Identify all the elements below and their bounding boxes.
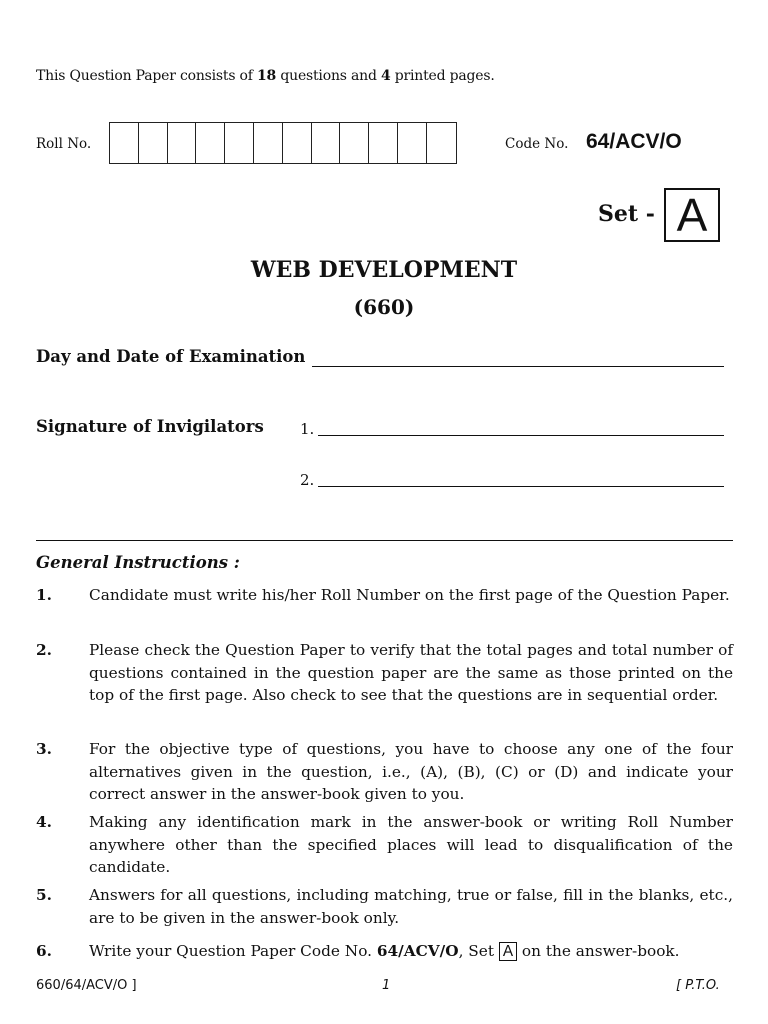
paper-title: WEB DEVELOPMENT: [250, 257, 518, 283]
roll-number-box[interactable]: [369, 123, 398, 163]
roll-number-box[interactable]: [254, 123, 283, 163]
instruction-item: [36, 940, 733, 963]
instruction-item: [36, 811, 733, 879]
instruction-text: Candidate must write his/her Roll Number on the first page of the Question Paper.: [89, 586, 730, 604]
instruction-number: 6.: [36, 942, 52, 960]
instruction-text-part: Write your Question Paper Code No.: [89, 942, 377, 960]
instruction-text: Making any identification mark in the answer-book or writing Roll Number anywhere other than the specified places will lead to disqualification of the candidate.: [89, 813, 733, 876]
section-divider: [36, 540, 733, 541]
instruction-number: 1.: [36, 586, 52, 604]
signature-2-line[interactable]: [318, 486, 724, 487]
exam-date-label: Day and Date of Examination: [36, 347, 306, 366]
footer-code: 660/64/ACV/O ]: [36, 978, 137, 993]
roll-number-box[interactable]: [168, 123, 197, 163]
instruction-number: 3.: [36, 740, 52, 758]
invigilator-signature-label: Signature of Invigilators: [36, 417, 264, 436]
question-count: 18: [257, 68, 277, 84]
instruction-item: [36, 738, 733, 806]
roll-number-box[interactable]: [340, 123, 369, 163]
set-label: Set -: [598, 201, 655, 227]
signature-1-number: 1.: [300, 420, 315, 438]
paper-intro: [36, 68, 495, 84]
intro-middle: questions and: [276, 68, 381, 84]
footer-pto: [ P.T.O.: [676, 978, 720, 993]
subject-code: (660): [353, 295, 415, 319]
set-value-box: A: [664, 188, 720, 242]
instruction-item: [36, 884, 733, 929]
roll-number-boxes[interactable]: [109, 122, 457, 164]
code-label: Code No.: [505, 136, 569, 152]
roll-number-box[interactable]: [139, 123, 168, 163]
roll-number-box[interactable]: [312, 123, 341, 163]
roll-number-box[interactable]: [225, 123, 254, 163]
intro-prefix: This Question Paper consists of: [36, 68, 258, 84]
code-value: 64/ACV/O: [586, 130, 682, 153]
instruction-code: 64/ACV/O: [376, 942, 459, 960]
signature-2-number: 2.: [300, 471, 315, 489]
roll-number-box[interactable]: [398, 123, 427, 163]
instruction-number: 2.: [36, 641, 52, 659]
instruction-set-box: A: [499, 942, 517, 961]
instruction-text: Answers for all questions, including matching, true or false, fill in the blanks, etc., are to be given in the answer-book only.: [89, 886, 733, 927]
instruction-number: 5.: [36, 886, 52, 904]
page-number: 1: [382, 978, 391, 993]
roll-number-box[interactable]: [427, 123, 456, 163]
instruction-text: [89, 940, 733, 963]
instruction-text: Please check the Question Paper to verify that the total pages and total number of questions contained in the question paper are the same as those printed on the top of the first page. Also check to see that the questions are in sequential order.: [89, 641, 733, 704]
roll-number-box[interactable]: [283, 123, 312, 163]
instruction-number: 4.: [36, 813, 52, 831]
instruction-item: [36, 639, 733, 707]
instruction-text: For the objective type of questions, you have to choose any one of the four alternatives given in the question, i.e., (A), (B), (C) or (D) and indicate your correct answer in the answer-book given to you.: [89, 740, 733, 803]
instruction-item: [36, 584, 733, 607]
instruction-text-part: on the answer-book.: [517, 942, 680, 960]
roll-number-box[interactable]: [196, 123, 225, 163]
instruction-text-part: , Set: [458, 942, 499, 960]
exam-date-line[interactable]: [312, 366, 724, 367]
roll-number-label: Roll No.: [36, 136, 92, 152]
signature-1-line[interactable]: [318, 435, 724, 436]
roll-number-box[interactable]: [110, 123, 139, 163]
intro-suffix: printed pages.: [390, 68, 495, 84]
general-instructions-heading: General Instructions :: [36, 553, 240, 572]
page-count: 4: [380, 68, 391, 84]
